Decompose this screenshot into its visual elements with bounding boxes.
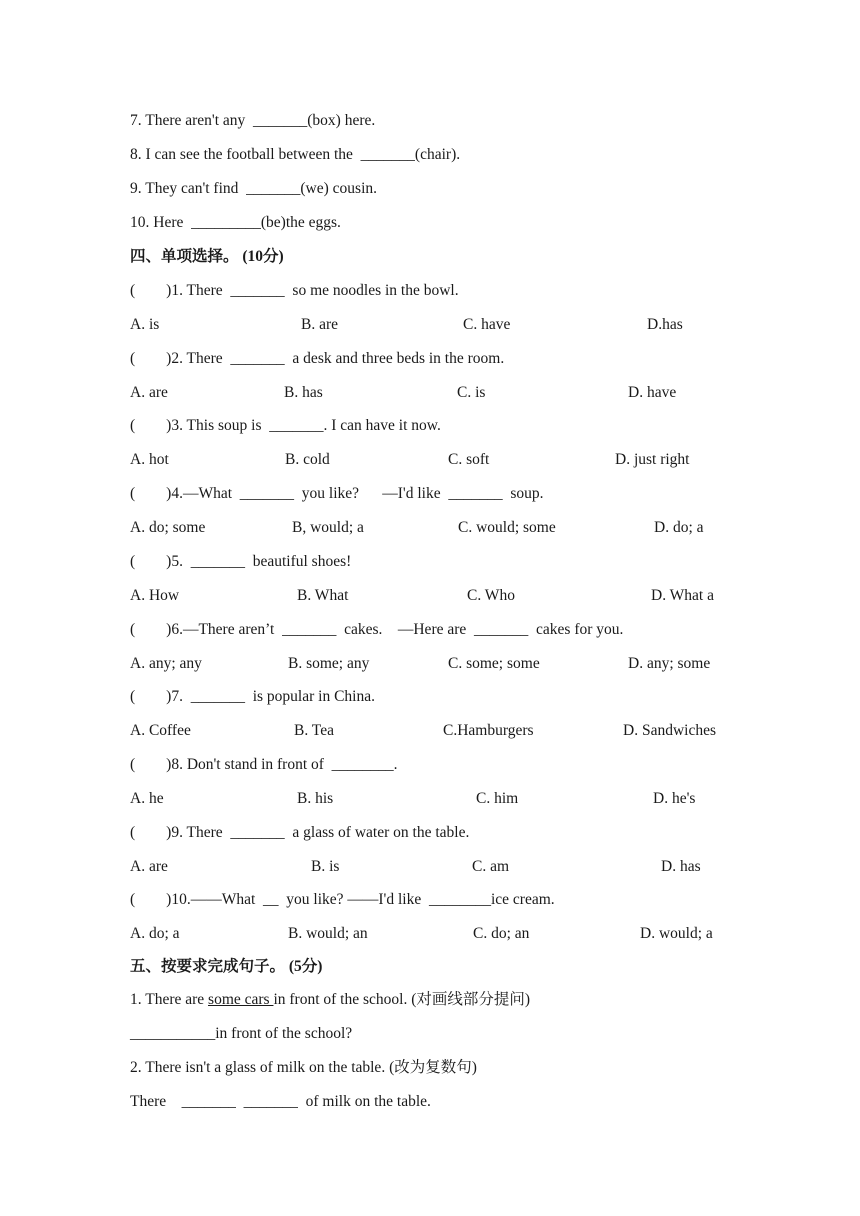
question-7-option-a: A. Coffee (130, 722, 191, 739)
fill-in-item-9: 9. They can't find _______(we) cousin. (130, 180, 378, 197)
question-5-option-c: C. Who (467, 587, 515, 604)
question-1-option-d: D.has (647, 316, 683, 333)
question-2-option-d: D. have (628, 384, 677, 401)
question-1-option-b: B. are (301, 316, 339, 333)
rewrite-question-2: 2. There isn't a glass of milk on the table. (改为复数句) (130, 1059, 477, 1076)
underlined-phrase: some cars (208, 991, 274, 1008)
question-1-option-a: A. is (130, 316, 160, 333)
question-7-option-d: D. Sandwiches (623, 722, 716, 739)
question-8-option-b: B. his (297, 790, 334, 807)
question-6-option-b: B. some; any (288, 655, 370, 672)
fill-in-item-10: 10. Here _________(be)the eggs. (130, 214, 341, 231)
question-10-option-c: C. do; an (473, 925, 530, 942)
question-8-option-a: A. he (130, 790, 164, 807)
fill-in-item-7: 7. There aren't any _______(box) here. (130, 112, 376, 129)
question-3-option-c: C. soft (448, 451, 490, 468)
question-9-option-b: B. is (311, 858, 340, 875)
question-6-option-a: A. any; any (130, 655, 202, 672)
question-4-option-a: A. do; some (130, 519, 206, 536)
question-8-stem: ( )8. Don't stand in front of ________. (130, 756, 398, 773)
question-9-option-a: A. are (130, 858, 168, 875)
q1-suffix: in front of the school. (对画线部分提问) (273, 991, 531, 1008)
question-5-stem: ( )5. _______ beautiful shoes! (130, 553, 352, 570)
question-4-option-b: B, would; a (292, 519, 364, 536)
question-10-option-a: A. do; a (130, 925, 180, 942)
question-8-option-c: C. him (476, 790, 519, 807)
question-2-option-a: A. are (130, 384, 168, 401)
rewrite-question-1 (130, 990, 530, 1010)
question-4-stem: ( )4.—What _______ you like? —I'd like _______ soup. (130, 485, 544, 502)
question-1-option-c: C. have (463, 316, 511, 333)
question-3-option-b: B. cold (285, 451, 330, 468)
question-5-option-d: D. What a (651, 587, 714, 604)
question-6-option-c: C. some; some (448, 655, 540, 672)
question-2-option-b: B. has (284, 384, 323, 401)
question-9-stem: ( )9. There _______ a glass of water on the table. (130, 824, 470, 841)
question-7-option-b: B. Tea (294, 722, 334, 739)
question-4-option-c: C. would; some (458, 519, 556, 536)
q1-prefix: 1. There are (130, 991, 209, 1008)
question-3-stem: ( )3. This soup is _______. I can have it now. (130, 417, 441, 434)
question-2-stem: ( )2. There _______ a desk and three beds in the room. (130, 350, 505, 367)
question-10-option-b: B. would; an (288, 925, 368, 942)
rewrite-answer-2: There _______ _______ of milk on the table. (130, 1093, 431, 1110)
question-3-option-d: D. just right (615, 451, 690, 468)
question-2-option-c: C. is (457, 384, 486, 401)
question-6-stem: ( )6.—There aren’t _______ cakes. —Here are _______ cakes for you. (130, 621, 624, 638)
question-9-option-d: D. has (661, 858, 701, 875)
question-9-option-c: C. am (472, 858, 510, 875)
question-8-option-d: D. he's (653, 790, 696, 807)
question-10-option-d: D. would; a (640, 925, 713, 942)
question-7-stem: ( )7. _______ is popular in China. (130, 688, 375, 705)
section-5-heading: 五、按要求完成句子。 (5分) (130, 958, 323, 975)
question-5-option-a: A. How (130, 587, 180, 604)
question-3-option-a: A. hot (130, 451, 169, 468)
question-5-option-b: B. What (297, 587, 349, 604)
question-4-option-d: D. do; a (654, 519, 704, 536)
question-1-stem: ( )1. There _______ so me noodles in the bowl. (130, 282, 459, 299)
rewrite-answer-1: ___________in front of the school? (130, 1025, 353, 1042)
question-7-option-c: C.Hamburgers (443, 722, 534, 739)
question-10-stem: ( )10.——What __ you like? ——I'd like ________ice cream. (130, 891, 555, 908)
question-6-option-d: D. any; some (628, 655, 711, 672)
section-4-heading: 四、单项选择。 (10分) (130, 248, 284, 265)
fill-in-item-8: 8. I can see the football between the _______(chair). (130, 146, 461, 163)
